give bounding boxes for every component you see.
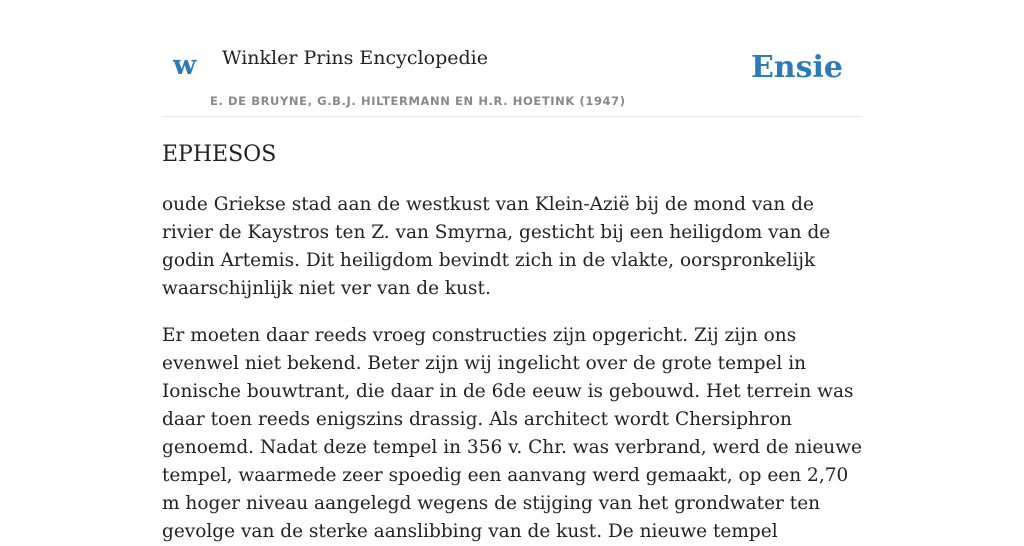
page-container	[162, 0, 862, 546]
ensie-logo[interactable]: Ensie	[750, 50, 843, 85]
article-paragraph: oude Griekse stad aan de westkust van Klein-Azië bij de mond van de rivier de Kaystros ten Z. van Smyrna, gesticht bij een heiligdom van de godin Artemis. Dit heiligdom bevindt zich in de vlakte, oorspronkelijk waarschijnlijk niet ver van de kust.	[162, 194, 831, 300]
article-title: EPHESOS	[162, 142, 277, 167]
book-title[interactable]: Winkler Prins Encyclopedie	[222, 47, 488, 69]
article-paragraph: Er moeten daar reeds vroeg constructies zijn opgericht. Zij zijn ons evenwel niet bekend. Beter zijn wij ingelicht over de grote tempel in Ionische bouwtrant, die daar in de 6de eeuw is gebouwd. Het terrein was daar toen reeds enigszins drassig. Als architect wordt Chersiphron genoemd. Nadat deze tempel in 356 v. Chr. was verbrand, werd de nieuwe tempel, waarmede zeer spoedig een aanvang werd gemaakt, op een 2,70 m hoger niveau aangelegd wegens de stijging van het grondwater ten gevolge van de sterke aanslibbing van de kust. De nieuwe tempel	[162, 325, 863, 543]
header	[162, 0, 862, 117]
logo-w[interactable]: w	[173, 50, 197, 81]
book-authors: E. DE BRUYNE, G.B.J. HILTERMANN EN H.R. HOETINK (1947)	[210, 94, 626, 108]
